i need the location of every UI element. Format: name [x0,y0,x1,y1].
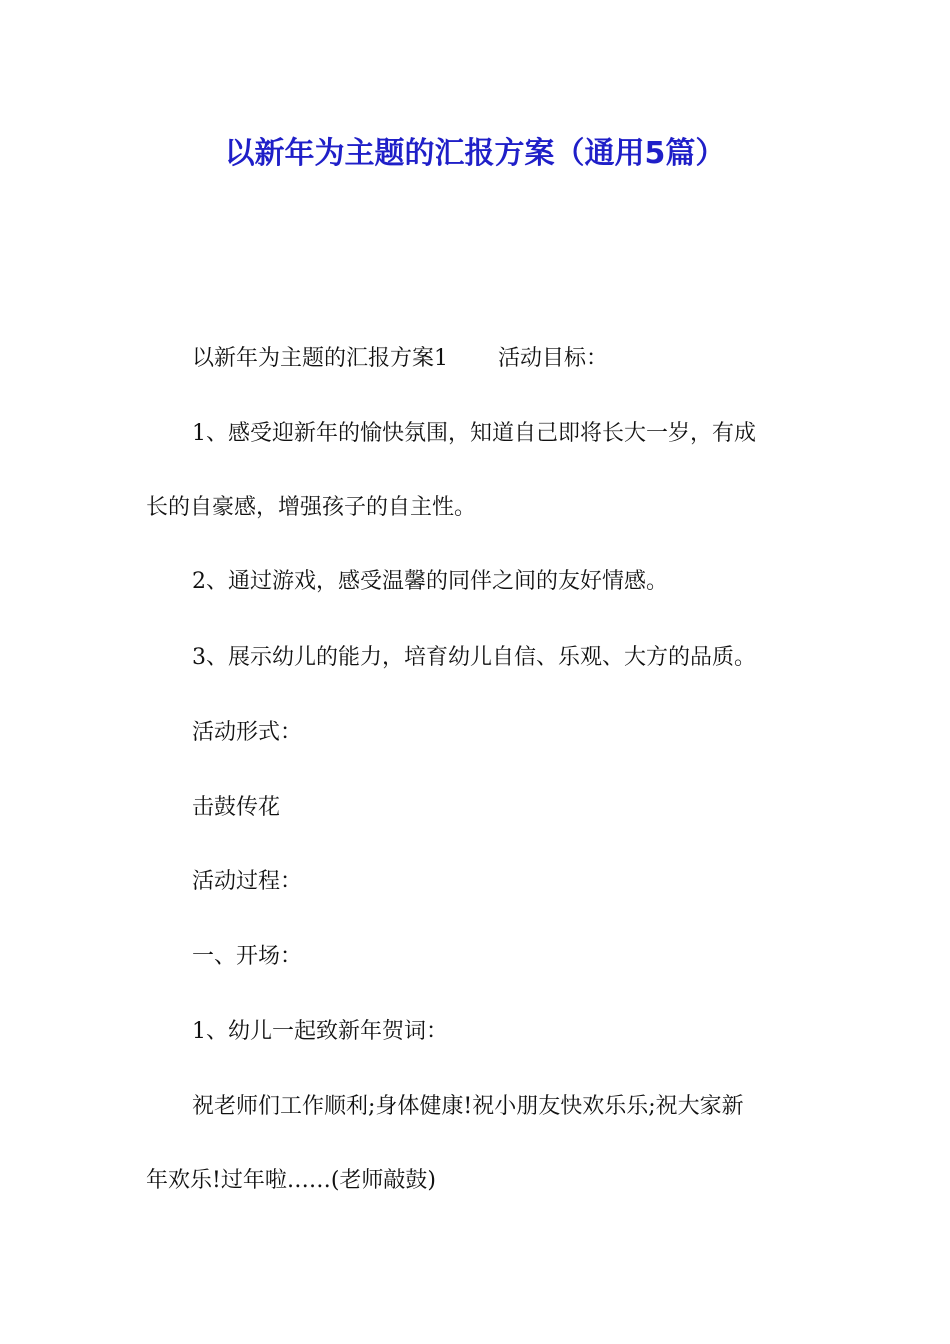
paragraph-line: 3、展示幼儿的能力，培育幼儿自信、乐观、大方的品质。 [192,645,756,670]
paragraph-line: 击鼓传花 [192,795,281,820]
paragraph-line: 1、感受迎新年的愉快氛围，知道自己即将长大一岁，有成 [192,421,756,446]
paragraph-line: 年欢乐!过年啦……(老师敲鼓) [146,1168,437,1193]
document-title: 以新年为主题的汇报方案（通用5篇） [224,136,726,171]
paragraph-line: 2、通过游戏，感受温馨的同伴之间的友好情感。 [192,569,668,594]
goal-heading: 活动目标： [498,346,609,371]
section-title: 以新年为主题的汇报方案1 [192,346,448,371]
paragraph-line: 一、开场： [192,944,303,969]
paragraph-line: 长的自豪感，增强孩子的自主性。 [146,495,477,520]
paragraph-line: 活动形式： [192,720,303,745]
paragraph-line: 活动过程： [192,869,303,894]
section-heading-line [192,344,608,374]
paragraph-line: 1、幼儿一起致新年贺词： [192,1019,448,1044]
paragraph-line: 祝老师们工作顺利;身体健康!祝小朋友快欢乐乐;祝大家新 [192,1094,744,1119]
